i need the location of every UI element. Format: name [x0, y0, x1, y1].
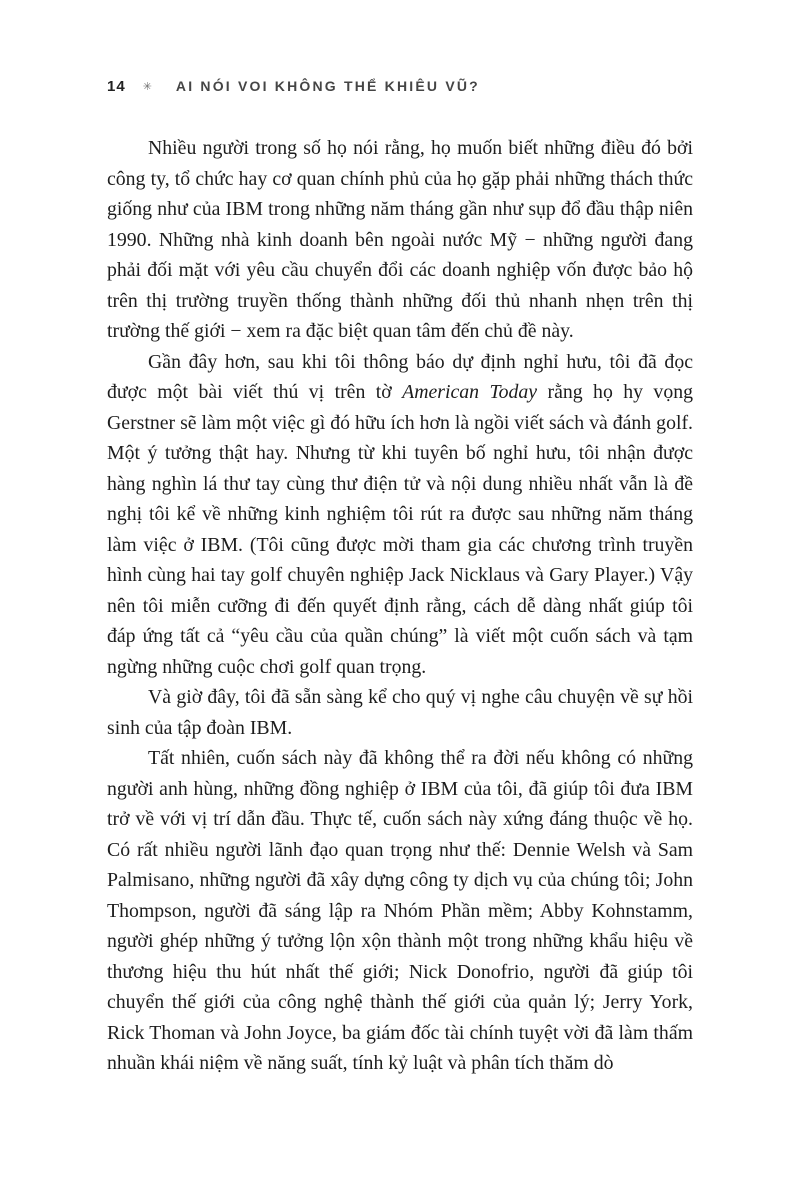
publication-name: American Today	[402, 381, 538, 403]
paragraph-4: Tất nhiên, cuốn sách này đã không thể ra đời nếu không có những người anh hùng, những đồng nghiệp ở IBM của tôi, đã giúp tôi đưa IBM trở về với vị trí dẫn đầu. Thực tế, cuốn sách này xứng đáng thuộc về họ. Có rất nhiều người lãnh đạo quan trọng như thế: Dennie Welsh và Sam Palmisano, những người đã xây dựng công ty dịch vụ của chúng tôi; John Thompson, người đã sáng lập ra Nhóm Phần mềm; Abby Kohnstamm, người ghép những ý tưởng lộn xộn thành một trong những khẩu hiệu về thương hiệu thu hút nhất thế giới; Nick Donofrio, người đã giúp tôi chuyển thế giới của công nghệ thành thế giới của quản lý; Jerry York, Rick Thoman và John Joyce, ba giám đốc tài chính tuyệt vời đã làm thấm nhuần khái niệm về năng suất, tính kỷ luật và phân tích thăm dò	[107, 747, 693, 1074]
paragraph-2-text-before: Gần đây hơn, sau khi tôi thông báo dự định nghỉ hưu, tôi đã đọc được một bài viết thú vị trên tờ	[107, 350, 693, 403]
running-header	[107, 78, 693, 98]
page-number: 14	[107, 78, 126, 95]
running-title: AI NÓI VOI KHÔNG THỂ KHIÊU VŨ?	[175, 78, 480, 94]
paragraph-3: Và giờ đây, tôi đã sẵn sàng kể cho quý vị nghe câu chuyện về sự hồi sinh của tập đoàn IBM.	[107, 686, 693, 739]
body-text	[107, 133, 693, 1079]
paragraph-1: Nhiều người trong số họ nói rằng, họ muốn biết những điều đó bởi công ty, tổ chức hay cơ quan chính phủ của họ gặp phải những thách thức giống như của IBM trong những năm tháng gần như sụp đổ đầu thập niên 1990. Những nhà kinh doanh bên ngoài nước Mỹ − những người đang phải đối mặt với yêu cầu chuyển đổi các doanh nghiệp vốn được bảo hộ trên thị trường truyền thống thành những đối thủ nhanh nhẹn trên thị trường thế giới − xem ra đặc biệt quan tâm đến chủ đề này.	[107, 137, 693, 342]
paragraph-2-text-after: rằng họ hy vọng Gerstner sẽ làm một việc gì đó hữu ích hơn là ngồi viết sách và đánh golf. Một ý tưởng thật hay. Nhưng từ khi tuyên bố nghỉ hưu, tôi nhận được hàng nghìn lá thư tay cùng thư điện tử và nội dung nhiều nhất vẫn là đề nghị tôi kể về những kinh nghiệm tôi rút ra được sau những năm tháng làm việc ở IBM. (Tôi cũng được mời tham gia các chương trình truyền hình cùng hai tay golf chuyên nghiệp Jack Nicklaus và Gary Player.) Vậy nên tôi miễn cưỡng đi đến quyết định rằng, cách dễ dàng nhất giúp tôi đáp ứng tất cả “yêu cầu của quần chúng” là viết một cuốn sách và tạm ngừng những cuộc chơi golf quan trọng.	[107, 381, 693, 678]
page-content	[107, 78, 693, 1079]
asterisk-icon: ✳	[142, 81, 152, 93]
paragraph-2	[107, 347, 693, 683]
